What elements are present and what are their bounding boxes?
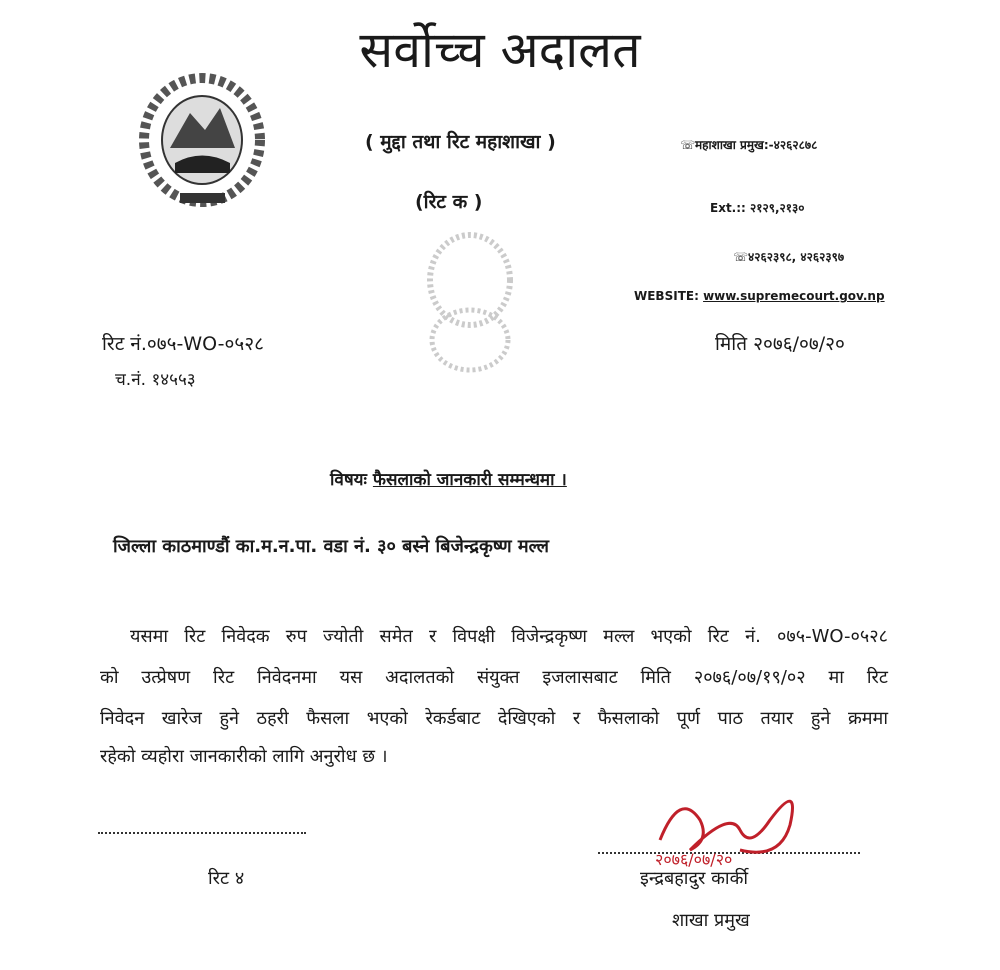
signature-date: २०७६/०७/२०: [655, 850, 733, 869]
division-name: ( मुद्दा तथा रिट महाशाखा ): [365, 131, 556, 153]
addressee: जिल्ला काठमाण्डौं का.म.न.पा. वडा नं. ३० बस्ने बिजेन्द्रकृष्ण मल्ल: [113, 536, 549, 557]
body-line: रहेको व्यहोरा जानकारीको लागि अनुरोध छ ।: [100, 746, 388, 767]
dispatch-number: च.नं. १४५५३: [115, 370, 196, 390]
chief-phone: ☏महाशाखा प्रमुख:-४२६२८७८: [680, 138, 818, 152]
body-line: यसमा रिट निवेदक रुप ज्योती समेत र विपक्षी विजेन्द्रकृष्ण मल्ल भएको रिट नं. ०७५-WO-०५२८: [130, 626, 888, 647]
dotted-line: [98, 832, 306, 834]
stamp-icon: [425, 220, 515, 380]
signatory-name: इन्द्रबहादुर कार्की: [640, 868, 749, 889]
body-line: निवेदन खारेज हुने ठहरी फैसला भएको रेकर्डबाट देखिएको र फैसलाको पूर्ण पाठ तयार हुने क्रममा: [100, 708, 888, 729]
subject-text: फैसलाको जानकारी सम्मन्धमा ।: [372, 470, 567, 490]
body-line: को उत्प्रेषण रिट निवेदनमा यस अदालतको संयुक्त इजलासबाट मिति २०७६/०७/१९/०२ मा रिट: [100, 667, 888, 688]
footer-left-label: रिट ४: [208, 868, 245, 889]
subject-label: विषयः: [330, 470, 367, 490]
writ-number: रिट नं.०७५-WO-०५२८: [102, 333, 265, 355]
signature-icon: [640, 780, 810, 875]
nepal-emblem-icon: [135, 68, 270, 208]
website-label: WEBSITE:: [634, 289, 699, 303]
website-link[interactable]: www.supremecourt.gov.np: [703, 289, 885, 303]
signatory-title: शाखा प्रमुख: [672, 910, 750, 931]
section-name: (रिट क ): [415, 191, 483, 213]
extension: Ext.:: २१२९,२१३०: [710, 201, 805, 215]
court-name: सर्वोच्च अदालत: [359, 21, 641, 79]
phone-numbers: ☏४२६२३९८, ४२६२३९७: [733, 250, 845, 264]
letter-date: मिति २०७६/०७/२०: [715, 333, 845, 355]
